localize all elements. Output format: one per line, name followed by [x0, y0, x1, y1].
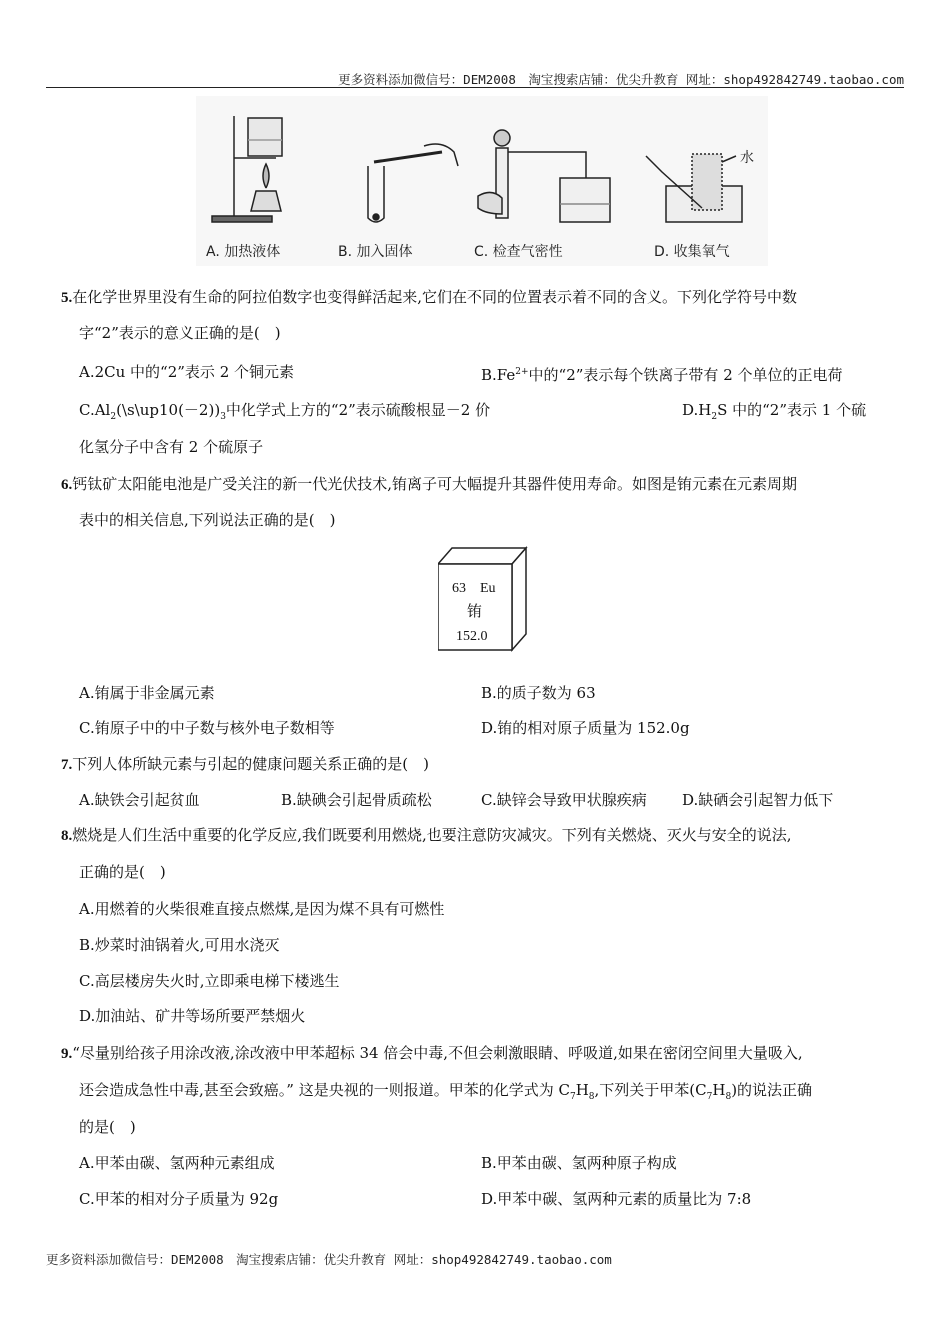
q9-option-a: A.甲苯由碳、氢两种元素组成 — [79, 1154, 275, 1172]
q5-option-d-continued: 化氢分子中含有 2 个硫原子 — [79, 438, 264, 456]
q7-option-b: B.缺碘会引起骨质疏松 — [281, 791, 432, 809]
q7-stem-line — [61, 754, 429, 775]
q7-number: 7. — [61, 757, 73, 773]
caption-b: B. 加入固体 — [338, 244, 413, 260]
q6-stem1: 钙钛矿太阳能电池是广受关注的新一代光伏技术,铕离子可大幅提升其器件使用寿命。如图是铕元素在元素周期 — [72, 475, 798, 493]
q6-option-d: D.铕的相对原子质量为 152.0g — [481, 719, 690, 737]
q9-option-c: C.甲苯的相对分子质量为 92g — [79, 1190, 279, 1208]
q7-option-a: A.缺铁会引起贫血 — [79, 791, 200, 809]
q8-option-d: D.加油站、矿井等场所要严禁烟火 — [79, 1007, 306, 1025]
q7-option-c: C.缺锌会导致甲状腺疾病 — [481, 791, 647, 809]
q5-stem2: 字“2”表示的意义正确的是( ) — [79, 324, 281, 342]
apparatus-figure — [196, 96, 768, 266]
q7-option-d: D.缺硒会引起智力低下 — [682, 791, 834, 809]
q8-stem2: 正确的是( ) — [79, 863, 166, 881]
element-mass: 152.0 — [456, 629, 488, 644]
q8-option-a: A.用燃着的火柴很难直接点燃煤,是因为煤不具有可燃性 — [79, 900, 445, 918]
footer-text: 更多资料添加微信号：DEM2008 淘宝搜索店铺：优尖升教育 网址：shop492842749.taobao.com — [46, 1252, 612, 1267]
element-symbol: Eu — [480, 581, 496, 596]
q6-option-c: C.铕原子中的中子数与核外电子数相等 — [79, 719, 335, 737]
water-label: 水 — [740, 150, 754, 166]
caption-a: A. 加热液体 — [206, 244, 281, 260]
q6-stem-line1 — [61, 474, 797, 495]
q5-option-c: $C.Al_2(\backslash s\backslash up10(-2))_3$中化学式上方的“2”表示硫酸根显－2 价 — [79, 401, 491, 422]
q6-option-a: A.铕属于非金属元素 — [79, 684, 215, 702]
q9-stem2: 还会造成急性中毒,甚至会致癌。” 这是央视的一则报道。甲苯的化学式为 $C_7H_8$,下列关于甲苯$(C_7H_8)$的说法正确 — [79, 1081, 813, 1102]
q5-number: 5. — [61, 290, 73, 306]
q8-option-b: B.炒菜时油锅着火,可用水浇灭 — [79, 936, 280, 954]
q8-stem-line1 — [61, 825, 792, 846]
q9-option-d: D.甲苯中碳、氢两种元素的质量比为 7:8 — [481, 1190, 752, 1208]
q8-stem1: 燃烧是人们生活中重要的化学反应,我们既要利用燃烧,也要注意防灾减灾。下列有关燃烧、灭火与安全的说法, — [72, 826, 792, 844]
q5-option-b: $B.Fe^{2+}$中的“2”表示每个铁离子带有 2 个单位的正电荷 — [481, 366, 843, 384]
q6-number: 6. — [61, 477, 73, 493]
q5-option-a: A.2Cu 中的“2”表示 2 个铜元素 — [79, 363, 295, 381]
header-rule — [46, 87, 904, 88]
q9-number: 9. — [61, 1046, 73, 1062]
q9-option-b: B.甲苯由碳、氢两种原子构成 — [481, 1154, 677, 1172]
element-number: 63 — [452, 581, 466, 596]
q5-option-d: $D.H_2S$ 中的“2”表示 1 个硫 — [682, 401, 867, 422]
q7-stem: 下列人体所缺元素与引起的健康问题关系正确的是( ) — [72, 755, 429, 773]
q8-number: 8. — [61, 828, 73, 844]
q9-stem-line1 — [61, 1043, 803, 1064]
element-name: 铕 — [467, 602, 483, 620]
caption-c: C. 检查气密性 — [474, 244, 563, 260]
q9-stem1: “尽量别给孩子用涂改液,涂改液中甲苯超标 34 倍会中毒,不但会刺激眼睛、呼吸道,如果在密闭空间里大量吸入, — [72, 1044, 803, 1062]
q9-stem3: 的是( ) — [79, 1118, 136, 1136]
periodic-element-card — [438, 546, 528, 652]
caption-d: D. 收集氧气 — [654, 244, 730, 260]
q6-option-b: B.的质子数为 63 — [481, 684, 596, 702]
q6-stem2: 表中的相关信息,下列说法正确的是( ) — [79, 511, 336, 529]
header-text: 更多资料添加微信号：DEM2008 淘宝搜索店铺：优尖升教育 网址：shop492842749.taobao.com — [338, 72, 904, 87]
q8-option-c: C.高层楼房失火时,立即乘电梯下楼逃生 — [79, 972, 340, 990]
q5-stem1: 在化学世界里没有生命的阿拉伯数字也变得鲜活起来,它们在不同的位置表示着不同的含义。下列化学符号中数 — [72, 288, 798, 306]
q5-stem-line1 — [61, 287, 797, 308]
